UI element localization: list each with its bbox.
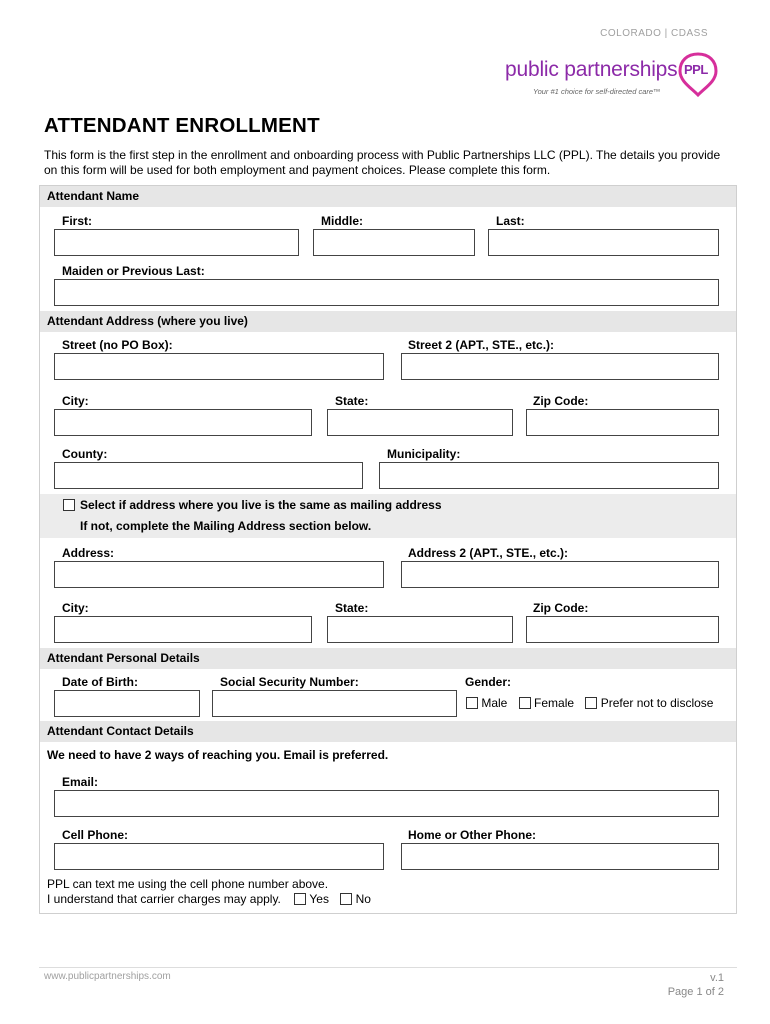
mailing-state-label: State:: [335, 601, 369, 615]
county-label: County:: [62, 447, 108, 461]
ssn-input[interactable]: [212, 690, 457, 717]
home-phone-label: Home or Other Phone:: [408, 828, 537, 842]
maiden-name-input[interactable]: [54, 279, 719, 306]
street2-label: Street 2 (APT., STE., etc.):: [408, 338, 555, 352]
last-name-label: Last:: [496, 214, 525, 228]
zip-input[interactable]: [526, 409, 719, 436]
page-title: ATTENDANT ENROLLMENT: [44, 114, 320, 137]
program-label: COLORADO | CDASS: [600, 28, 708, 39]
ppl-logo-icon: [678, 51, 718, 97]
city-label: City:: [62, 394, 89, 408]
text-consent-line2: [47, 892, 371, 906]
cell-phone-label: Cell Phone:: [62, 828, 129, 842]
section-contact-details: Attendant Contact Details: [40, 721, 736, 742]
municipality-label: Municipality:: [387, 447, 461, 461]
footer-url: www.publicpartnerships.com: [44, 971, 171, 982]
section-attendant-name: Attendant Name: [40, 186, 736, 207]
gender-undisclosed-label: Prefer not to disclose: [600, 696, 714, 710]
same-as-mailing-checkbox[interactable]: [63, 499, 75, 511]
street2-input[interactable]: [401, 353, 719, 380]
section-personal-details: Attendant Personal Details: [40, 648, 736, 669]
state-input[interactable]: [327, 409, 513, 436]
mailing-state-input[interactable]: [327, 616, 513, 643]
contact-note: We need to have 2 ways of reaching you. Email is preferred.: [47, 748, 389, 762]
gender-undisclosed-checkbox[interactable]: [585, 697, 597, 709]
mailing-address-label: Address:: [62, 546, 115, 560]
email-input[interactable]: [54, 790, 719, 817]
text-consent-no-label: No: [355, 892, 371, 906]
gender-label: Gender:: [465, 675, 512, 689]
mailing-address2-label: Address 2 (APT., STE., etc.):: [408, 546, 569, 560]
maiden-name-label: Maiden or Previous Last:: [62, 264, 205, 278]
ssn-label: Social Security Number:: [220, 675, 359, 689]
municipality-input[interactable]: [379, 462, 719, 489]
gender-female-checkbox[interactable]: [519, 697, 531, 709]
mailing-city-label: City:: [62, 601, 89, 615]
street-label: Street (no PO Box):: [62, 338, 173, 352]
version-label: v.1: [710, 972, 724, 984]
mailing-city-input[interactable]: [54, 616, 312, 643]
text-consent-no-checkbox[interactable]: [340, 893, 352, 905]
cell-phone-input[interactable]: [54, 843, 384, 870]
text-consent-line1: PPL can text me using the cell phone number above.: [47, 877, 329, 891]
gender-male-label: Male: [481, 696, 508, 710]
footer-version: [668, 971, 724, 999]
mailing-address2-input[interactable]: [401, 561, 719, 588]
text-consent-text: I understand that carrier charges may apply.: [47, 892, 281, 906]
county-input[interactable]: [54, 462, 363, 489]
home-phone-input[interactable]: [401, 843, 719, 870]
zip-label: Zip Code:: [533, 394, 589, 408]
footer-divider: [39, 967, 737, 968]
text-consent-yes-checkbox[interactable]: [294, 893, 306, 905]
email-label: Email:: [62, 775, 99, 789]
street-input[interactable]: [54, 353, 384, 380]
gender-female-label: Female: [534, 696, 575, 710]
ppl-logo-wordmark: public partnerships: [505, 58, 678, 81]
logo-tagline: Your #1 choice for self-directed care™: [533, 87, 661, 96]
dob-label: Date of Birth:: [62, 675, 138, 689]
intro-text: This form is the first step in the enrollment and onboarding process with Public Partnerships LLC (PPL). The details you provide on this form will be used for both employment and payment choices. Please complete this form.: [44, 148, 721, 177]
state-label: State:: [335, 394, 369, 408]
middle-name-label: Middle:: [321, 214, 363, 228]
mailing-zip-input[interactable]: [526, 616, 719, 643]
middle-name-input[interactable]: [313, 229, 475, 256]
last-name-input[interactable]: [488, 229, 719, 256]
page-number: Page 1 of 2: [667, 986, 724, 998]
mailing-instruction: If not, complete the Mailing Address section below.: [80, 519, 372, 533]
first-name-label: First:: [62, 214, 92, 228]
section-attendant-address: Attendant Address (where you live): [40, 311, 736, 332]
gender-male-checkbox[interactable]: [466, 697, 478, 709]
text-consent-yes-label: Yes: [309, 892, 329, 906]
mailing-address-input[interactable]: [54, 561, 384, 588]
mailing-zip-label: Zip Code:: [533, 601, 589, 615]
same-as-mailing-label: Select if address where you live is the same as mailing address: [80, 498, 442, 512]
city-input[interactable]: [54, 409, 312, 436]
first-name-input[interactable]: [54, 229, 299, 256]
ppl-logo-mark: PPL: [684, 62, 708, 77]
gender-options: [466, 696, 713, 710]
dob-input[interactable]: [54, 690, 200, 717]
